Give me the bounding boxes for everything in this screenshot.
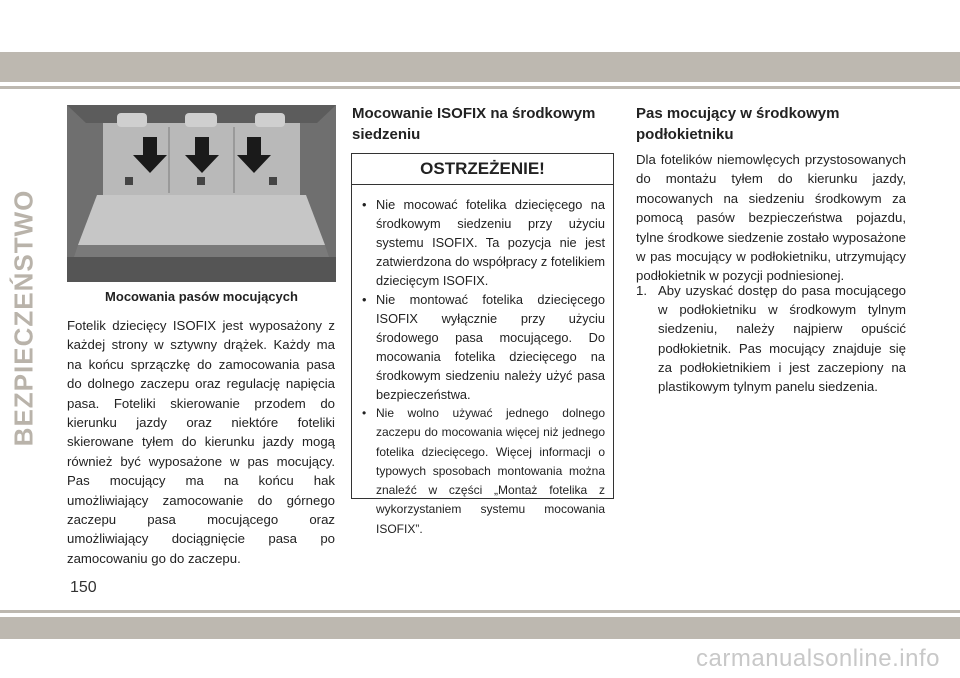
header-rule [0, 86, 960, 89]
cargo-area-photo [67, 105, 336, 282]
step-1 [636, 281, 906, 396]
watermark: carmanualsonline.info [696, 645, 940, 672]
step-number: 1. [636, 283, 647, 298]
warning-list [352, 185, 613, 539]
figure-caption: Mocowania pasów mocujących [105, 289, 298, 304]
isofix-center-heading: Mocowanie ISOFIX na środkowym siedzeniu [352, 105, 596, 143]
step-text: Aby uzyskać dostęp do pasa mocującego w podłokietniku w środkowym tylnym siedzeniu, należy najpierw opuścić podłokietnik. Pas mocujący znajduje się za podłokietnikiem i jest zaczepiony na plastikowym tylnym panelu siedzenia. [658, 283, 906, 395]
warning-item: • Nie wolno używać jednego dolnego zaczepu do mocowania więcej niż jednego fotelika dziecięcego. Więcej informacji o typowych sposobach montowania można znaleźć w części „Montaż fotelika z wykorzystaniem systemu mocowania ISOFIX”. [362, 404, 605, 539]
header-band [0, 52, 960, 82]
footer-rule [0, 610, 960, 613]
page-number: 150 [70, 579, 97, 596]
armrest-tether-heading: Pas mocujący w środkowym podłokietniku [636, 105, 840, 143]
isofix-description: Fotelik dziecięcy ISOFIX jest wyposażony z każdej strony w sztywny drążek. Każdy ma na końcu sprzączkę do zamocowania pasa do dolnego zaczepu oraz regulację napięcia pasa. Foteliki skierowanie przodem do kierunku jazdy oraz niektóre foteliki skierowane tyłem do kierunku jazdy mogą również być wyposażone w pas mocujący. Pas mocujący ma na końcu hak umożliwiający zamocowanie do górnego zaczepu pasa mocującego oraz umożliwiający dociągnięcie pasa po zamocowaniu go do zaczepu. [67, 318, 335, 566]
armrest-tether-description: Dla fotelików niemowlęcych przystosowanych do montażu tyłem do kierunku jazdy, mocowanych na siedzeniu środkowym za pomocą pasów bezpieczeństwa pojazdu, tylne środkowe siedzenie zostało wyposażone w pas mocujący w podłokietniku, utrzymujący podłokietnik w pozycji podniesionej. [636, 152, 906, 284]
warning-item: • Nie mocować fotelika dziecięcego na środkowym siedzeniu przy użyciu systemu ISOFIX. Ta pozycja nie jest zatwierdzona do współpracy z fotelikiem dziecięcym ISOFIX. [362, 195, 605, 290]
footer-band [0, 617, 960, 639]
warning-title: OSTRZEŻENIE! [352, 154, 613, 185]
warning-box [351, 153, 614, 536]
section-label-text: BEZPIECZEŃSTWO [8, 189, 39, 447]
warning-item: • Nie montować fotelika dziecięcego ISOFIX wyłącznie przy użyciu środowego pasa mocującego. Do mocowania fotelika dziecięcego na środkowym siedzeniu należy użyć pasa bezpieczeństwa. [362, 290, 605, 404]
